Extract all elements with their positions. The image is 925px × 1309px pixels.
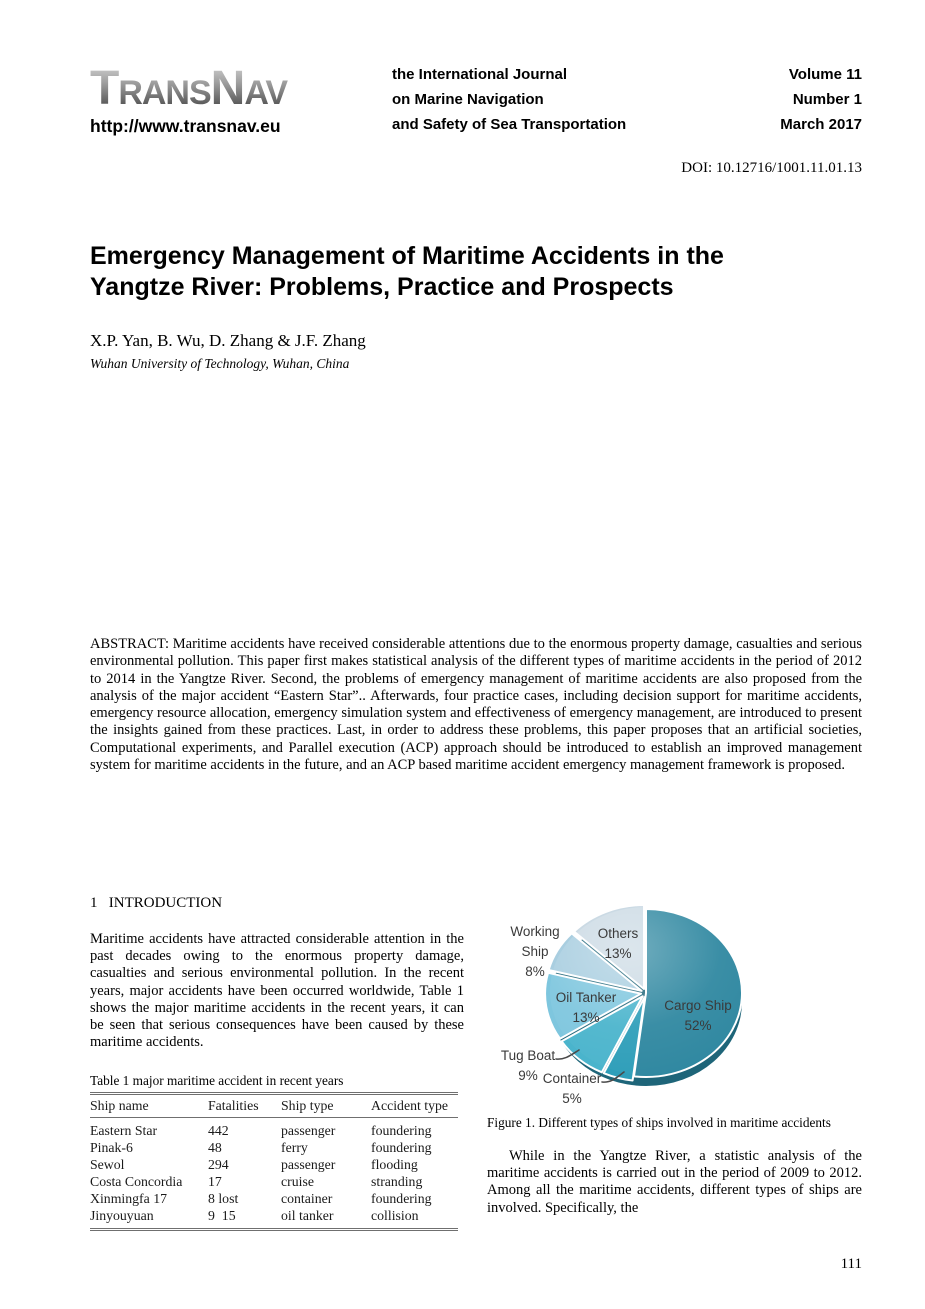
journal-name-line1: the International Journal [392, 66, 568, 83]
journal-name-block [392, 62, 712, 137]
table1-column-header: Fatalities [208, 1094, 281, 1118]
table-cell: oil tanker [281, 1208, 334, 1224]
logo-letter-n: N [210, 62, 245, 115]
issue-number: Number 1 [792, 91, 862, 108]
table-cell: cruise [281, 1174, 314, 1190]
logo-letters-rans: RANS [118, 74, 211, 112]
issue-volume: Volume 11 [788, 66, 862, 83]
table-cell: Costa Concordia [90, 1174, 183, 1190]
issue-date: March 2017 [780, 116, 862, 133]
table-cell: 17 [208, 1174, 222, 1190]
issue-info-block [712, 62, 862, 137]
journal-header [90, 62, 862, 137]
table-cell: 294 [208, 1157, 229, 1173]
table-cell: Xinmingfa 17 [90, 1191, 168, 1207]
transnav-logo-block [90, 62, 392, 137]
section-heading-introduction: 1 INTRODUCTION [90, 895, 223, 911]
journal-url-link[interactable]: http://www.transnav.eu [90, 116, 281, 136]
table1-header-row [90, 1094, 458, 1118]
right-column [487, 895, 862, 1217]
journal-name-line2: on Marine Navigation [392, 91, 544, 108]
table-cell: Pinak-6 [90, 1140, 133, 1156]
pie-label-container: Container 5% [542, 1071, 602, 1106]
article-title-line2: Yangtze River: Problems, Practice and Prospects [90, 273, 674, 301]
table-cell: 48 [208, 1140, 222, 1156]
introduction-paragraph: Maritime accidents have attracted considerable attention in the past decades owing to the enormous property damage, casualties and serious environmental pollution. In the recent years, major accidents have been occurred worldwide, Table 1 shows the major maritime accidents in the recent years, it can be seen that serious consequences have been caused by these maritime accidents. [90, 931, 464, 1051]
pie-label-working-ship: Working Ship 8% [510, 924, 560, 979]
logo-letter-t: T [90, 62, 119, 115]
table1-caption: Table 1 major maritime accident in recent years [90, 1073, 344, 1089]
abstract: ABSTRACT: Maritime accidents have received considerable attentions due to the enormous property damage, casualties and serious environmental pollution. This paper first makes statistical analysis of the different types of maritime accidents in the period of 2012 to 2014 in the Yangtze River. Second, the problems of emergency management of maritime accidents are also proposed from the analysis of the major accident “Eastern Star”.. Afterwards, four practice cases, including decision support for maritime accidents, emergency resource allocation, emergency simulation system and effectiveness of emergency management, are introduced to present the insights gained from these practices. Last, in order to address these problems, this paper proposes that an artificial societies, Computational experiments, and Parallel execution (ACP) approach should be introduced to establish an improved management system for maritime accidents in the future, and an ACP based maritime accident emergency management framework is proposed. [90, 636, 862, 774]
table-cell: Eastern Star [90, 1123, 158, 1139]
table-cell: passenger [281, 1157, 336, 1173]
table-cell: foundering [371, 1140, 432, 1156]
article-title [90, 241, 875, 303]
table1-body [90, 1118, 458, 1230]
journal-name-line3: and Safety of Sea Transportation [392, 116, 627, 133]
table-cell: passenger [281, 1123, 336, 1139]
table-cell: foundering [371, 1123, 432, 1139]
table-cell: flooding [371, 1157, 418, 1173]
table-cell: foundering [371, 1191, 432, 1207]
figure1-chart [487, 895, 862, 1111]
right-column-paragraph: While in the Yangtze River, a statistic analysis of the maritime accidents is carried out in the period of 2009 to 2012. Among all the maritime accidents, different types of ships are involved. Specifically, the [487, 1148, 862, 1216]
table-cell: 8 lost [208, 1191, 239, 1207]
pie-label-others: Others 13% [597, 926, 639, 961]
transnav-logo [90, 62, 392, 115]
authors: X.P. Yan, B. Wu, D. Zhang & J.F. Zhang [90, 331, 366, 350]
page-number: 111 [840, 1256, 862, 1272]
table-cell: container [281, 1191, 333, 1207]
figure1-caption: Figure 1. Different types of ships involved in maritime accidents [487, 1115, 831, 1130]
doi: DOI: 10.12716/1001.11.01.13 [681, 160, 862, 176]
pie-label-cargo-ship: Cargo Ship 52% [664, 998, 732, 1033]
pie-label-oil-tanker: Oil Tanker 13% [555, 990, 617, 1025]
table-cell: 442 [208, 1123, 229, 1139]
table-cell: collision [371, 1208, 419, 1224]
table-row [90, 1156, 458, 1173]
left-column [90, 895, 464, 1231]
table1-column-header: Ship name [90, 1094, 208, 1118]
table1-column-header: Accident type [371, 1094, 458, 1118]
table-cell: Sewol [90, 1157, 125, 1173]
table-row [90, 1139, 458, 1156]
table-row [90, 1173, 458, 1190]
affiliation: Wuhan University of Technology, Wuhan, China [90, 356, 350, 371]
table-row [90, 1118, 458, 1140]
article-title-line1: Emergency Management of Maritime Accidents in the [90, 242, 724, 270]
pie-label-tug-boat: Tug Boat 9% [500, 1048, 556, 1083]
table-cell: ferry [281, 1140, 308, 1156]
table-cell: Jinyouyuan [90, 1208, 154, 1224]
table-row [90, 1207, 458, 1230]
table-row [90, 1190, 458, 1207]
table-cell: 9 15 [208, 1208, 236, 1224]
table1 [90, 1092, 458, 1231]
table-cell: stranding [371, 1174, 423, 1190]
logo-letters-av: AV [244, 74, 288, 112]
table1-column-header: Ship type [281, 1094, 371, 1118]
